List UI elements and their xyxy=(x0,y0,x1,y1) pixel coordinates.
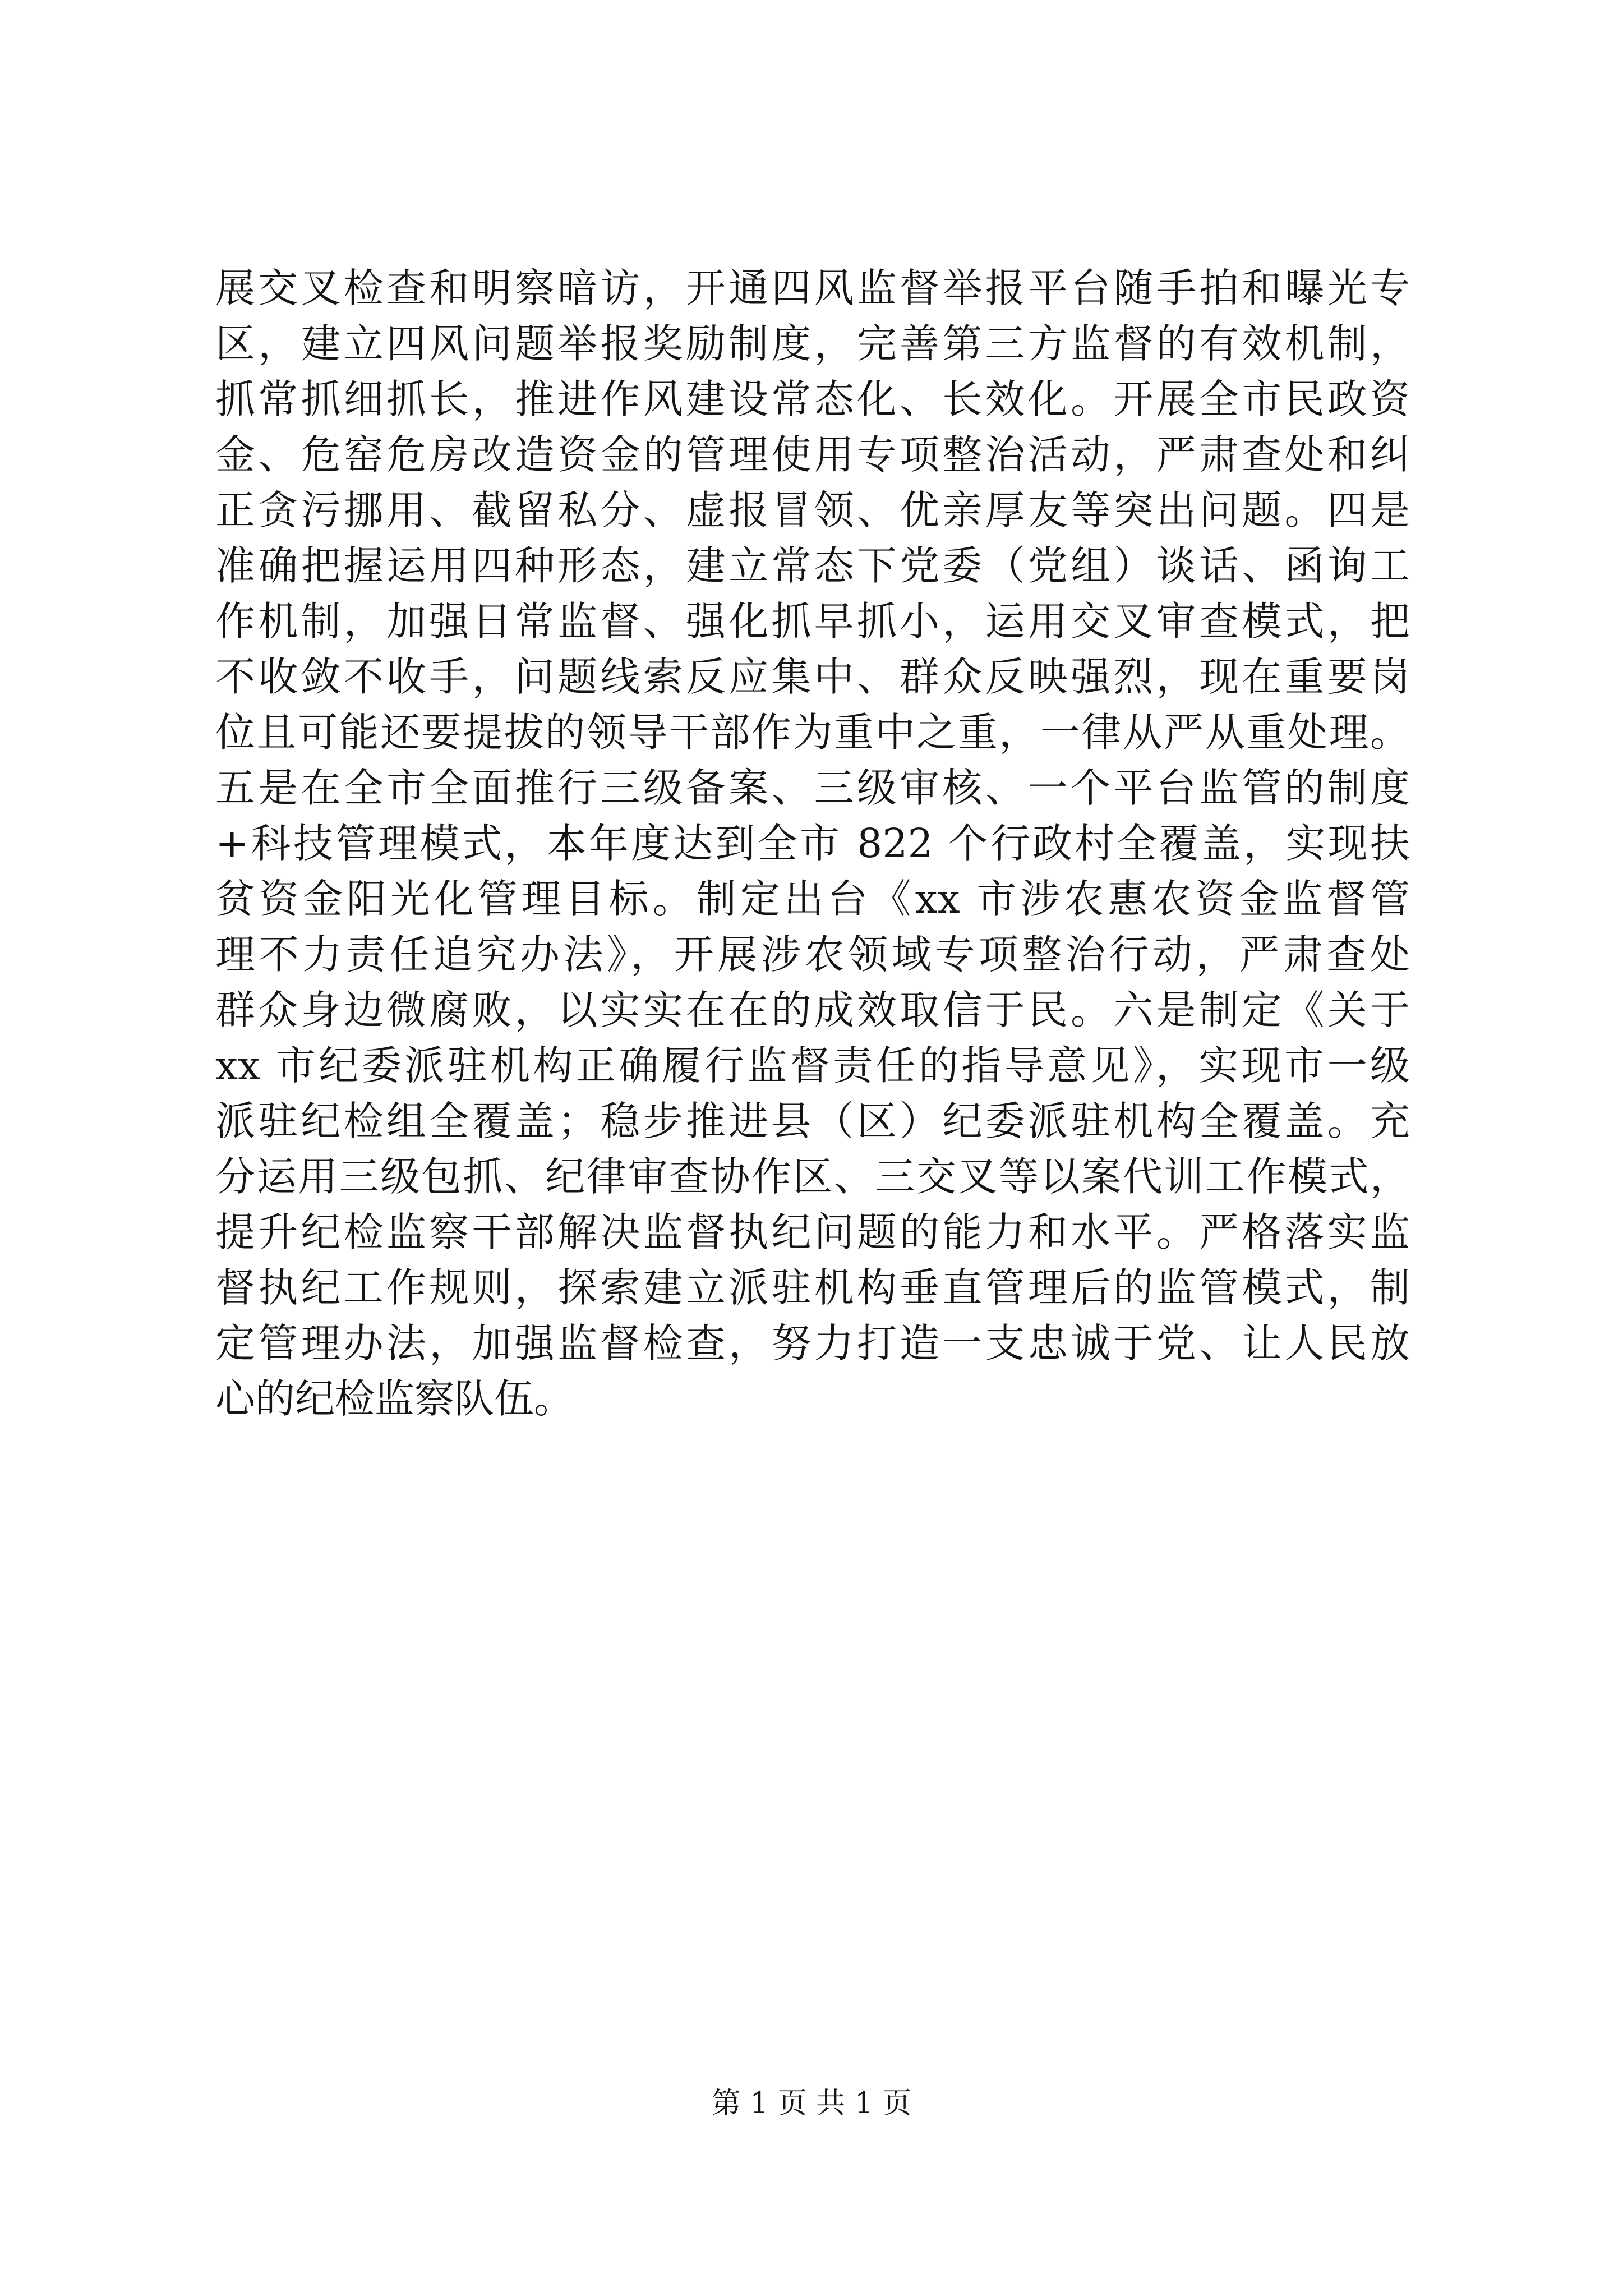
text-line: 定管理办法，加强监督检查，努力打造一支忠诚于党、让人民放 xyxy=(215,1320,1410,1366)
text-line: 作机制，加强日常监督、强化抓早抓小，运用交叉审查模式，把 xyxy=(215,598,1410,645)
text-line: 位且可能还要提拔的领导干部作为重中之重，一律从严从重处理。 xyxy=(215,709,1410,756)
text-line: 展交叉检查和明察暗访，开通四风监督举报平台随手拍和曝光专 xyxy=(215,265,1410,311)
text-line: 正贪污挪用、截留私分、虚报冒领、优亲厚友等突出问题。四是 xyxy=(215,487,1410,533)
text-line: 区，建立四风问题举报奖励制度，完善第三方监督的有效机制， xyxy=(215,320,1410,367)
text-line: 不收敛不收手，问题线索反应集中、群众反映强烈，现在重要岗 xyxy=(215,654,1410,700)
text-line: 督执纪工作规则，探索建立派驻机构垂直管理后的监管模式，制 xyxy=(215,1264,1410,1311)
text-line: 五是在全市全面推行三级备案、三级审核、一个平台监管的制度 xyxy=(215,765,1410,811)
text-line: 群众身边微腐败，以实实在在的成效取信于民。六是制定《关于 xyxy=(215,987,1410,1033)
text-line: 提升纪检监察干部解决监督执纪问题的能力和水平。严格落实监 xyxy=(215,1209,1410,1255)
text-line: 心的纪检监察队伍。 xyxy=(215,1375,574,1422)
text-line: 分运用三级包抓、纪律审查协作区、三交叉等以案代训工作模式， xyxy=(215,1153,1410,1200)
body-paragraph xyxy=(215,260,1410,1427)
text-line: 贫资金阳光化管理目标。制定出台《xx 市涉农惠农资金监督管 xyxy=(215,876,1410,922)
page-footer: 第 1 页 共 1 页 xyxy=(711,2087,912,2120)
text-line: 抓常抓细抓长，推进作风建设常态化、长效化。开展全市民政资 xyxy=(215,376,1410,422)
text-line: xx 市纪委派驻机构正确履行监督责任的指导意见》，实现市一级 xyxy=(215,1042,1410,1089)
text-line: 理不力责任追究办法》，开展涉农领域专项整治行动，严肃查处 xyxy=(215,931,1410,978)
text-line: +科技管理模式，本年度达到全市 822 个行政村全覆盖，实现扶 xyxy=(215,820,1410,867)
text-line: 金、危窑危房改造资金的管理使用专项整治活动，严肃查处和纠 xyxy=(215,431,1410,478)
text-line: 准确把握运用四种形态，建立常态下党委（党组）谈话、函询工 xyxy=(215,542,1410,589)
text-line: 派驻纪检组全覆盖；稳步推进县（区）纪委派驻机构全覆盖。充 xyxy=(215,1098,1410,1144)
